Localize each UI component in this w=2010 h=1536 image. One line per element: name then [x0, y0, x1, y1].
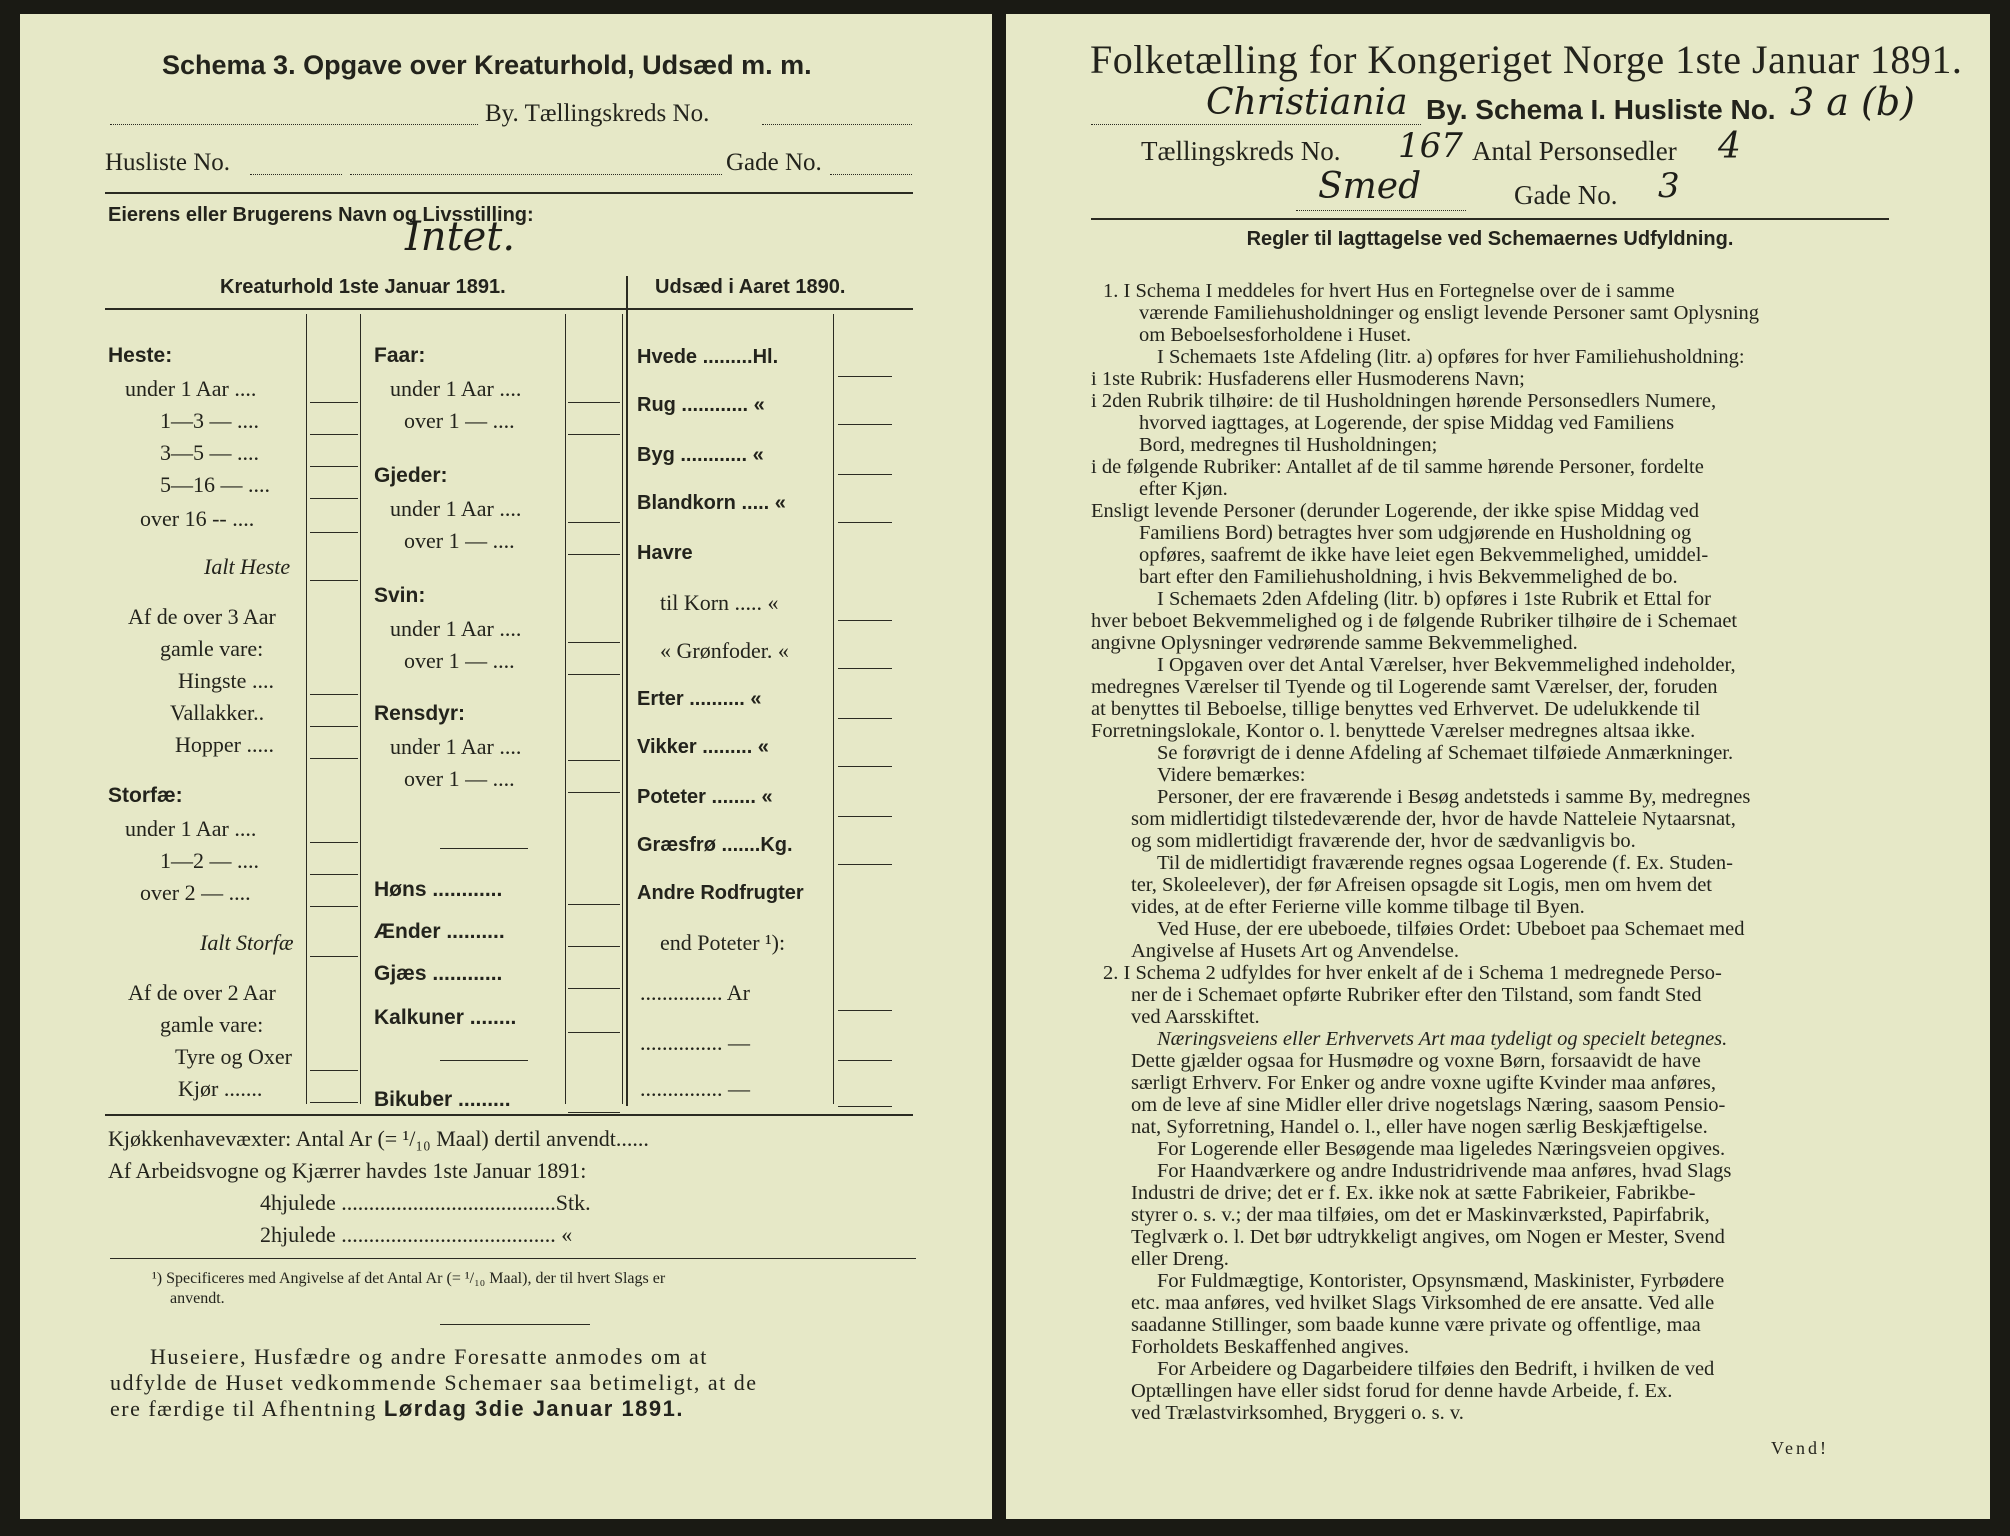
value-line — [568, 434, 620, 435]
owner-label: Eierens eller Brugerens Navn og Livsstilling: — [108, 204, 534, 226]
footnote-1: ¹) Specificeres med Angivelse af det Antal Ar (= ¹/₁₀ Maal), der til hvert Slags er — [152, 1270, 666, 1287]
rule-line: opføres, saafremt de ikke have leiet egen Bekvemmelighed, umiddel- — [1139, 544, 1709, 566]
schema3-title: Schema 3. Opgave over Kreaturhold, Udsæd m. m. — [162, 50, 812, 80]
ialt-storfae: Ialt Storfæ — [200, 930, 294, 955]
storfae-row-3: over 2 — .... — [140, 880, 251, 905]
rule-line: nat, Syforretning, Handel o. l., eller have nogen særlig Beskjæftigelse. — [1131, 1116, 1708, 1138]
rule-line: Ved Huse, der ere ubeboede, tilføies Ordet: Ubeboet paa Schemaet med — [1157, 918, 1745, 940]
main-divider — [626, 276, 628, 1106]
rule-line: styrer o. s. v.; der maa tilføies, om det er Maskinværksted, Papirfabrik, — [1131, 1204, 1710, 1226]
value-line — [568, 674, 620, 675]
value-line — [838, 376, 892, 377]
value-line — [838, 424, 892, 425]
value-line — [310, 580, 358, 581]
heste-head: Heste: — [108, 344, 173, 367]
svin-head: Svin: — [374, 584, 426, 607]
value-line — [568, 522, 620, 523]
rule-line: etc. maa anføres, ved hvilket Slags Virksomhed de ere ansatte. Ved alle — [1131, 1292, 1715, 1314]
rug: Rug ............ « — [637, 394, 765, 416]
husliste-dotted-line — [250, 174, 342, 175]
rule-line: vides, at de efter Ferierne ville komme tilbage til Byen. — [1131, 896, 1585, 918]
rule-line: som midlertidigt tilstedeværende der, hvor de havde Natteleie Nytaarsnat, — [1131, 808, 1736, 830]
faar-value-col-left — [565, 314, 566, 1104]
value-line — [310, 1070, 358, 1071]
rule-line: I Schemaets 2den Afdeling (litr. b) opføres i 1ste Rubrik et Ettal for — [1157, 588, 1711, 610]
tyre-oxer: Tyre og Oxer — [175, 1044, 292, 1069]
rule-line: Se forøvrigt de i denne Afdeling af Schemaet tilføiede Anmærkninger. — [1157, 742, 1734, 764]
value-line — [568, 988, 620, 989]
vend-note: Vend! — [1771, 1438, 1829, 1458]
storfae-head: Storfæ: — [108, 784, 183, 807]
rule-line: og som midlertidigt fraværende der, hvor de sædvanligvis bo. — [1131, 830, 1636, 852]
rule-line: ved Trælastvirksomhed, Bryggeri o. s. v. — [1131, 1402, 1464, 1424]
svin-row-2: over 1 — .... — [404, 648, 515, 673]
column-header-rule — [105, 308, 913, 310]
udsaed-blank-3: ............... — — [640, 1076, 750, 1101]
hopper: Hopper ..... — [175, 732, 274, 757]
rule-line: i de følgende Rubriker: Antallet af de til samme hørende Personer, fordelte — [1091, 456, 1704, 478]
heste-row-4: 5—16 — .... — [160, 472, 270, 497]
street-handwritten: Smed — [1318, 166, 1422, 207]
value-line — [310, 1102, 358, 1103]
havre-gronfoder: « Grønfoder. « — [660, 638, 789, 663]
rule-line: Til de midlertidigt fraværende regnes ogsaa Logerende (f. Ex. Studen- — [1157, 852, 1733, 874]
rule-line: at benyttes til Beboelse, tillige benyttes ved Erhvervet. De udelukkende til — [1091, 698, 1701, 720]
rule-line: ved Aarsskiftet. — [1131, 1006, 1260, 1028]
city-handwritten: Christiania — [1206, 82, 1408, 123]
value-line — [838, 766, 892, 767]
rule-line: værende Familiehusholdninger og ensligt levende Personer samt Oplysning — [1139, 302, 1760, 324]
value-line — [568, 946, 620, 947]
vallakker: Vallakker.. — [170, 700, 265, 725]
rensdyr-row-1: under 1 Aar .... — [390, 734, 522, 759]
gjeder-row-1: under 1 Aar .... — [390, 496, 522, 521]
schema1-line: By. Schema I. Husliste No. — [1426, 94, 1776, 125]
rule-line: Forholdets Beskaffenhed angives. — [1131, 1336, 1410, 1358]
storfae-sub2: gamle vare: — [160, 1012, 264, 1037]
value-line — [568, 1032, 620, 1033]
havre-korn: til Korn ..... « — [660, 590, 779, 615]
blandkorn: Blandkorn ..... « — [637, 492, 786, 514]
gade-handwritten: 3 — [1658, 166, 1680, 206]
rensdyr-row-2: over 1 — .... — [404, 766, 515, 791]
hvede: Hvede .........Hl. — [637, 346, 779, 368]
value-line — [310, 956, 358, 957]
value-line — [568, 760, 620, 761]
heste-row-2: 1—3 — .... — [160, 408, 259, 433]
right-page — [1006, 14, 1990, 1519]
right-header-rule — [1091, 218, 1889, 220]
ialt-heste: Ialt Heste — [204, 554, 291, 579]
value-line — [310, 466, 358, 467]
rule-line: Bord, medregnes til Husholdningen; — [1139, 434, 1438, 456]
rule-line: Angivelse af Husets Art og Anvendelse. — [1131, 940, 1459, 962]
gade-label: Gade No. — [726, 149, 822, 176]
header-rule — [105, 192, 913, 194]
rule-line: 2. I Schema 2 udfyldes for hver enkelt af de i Schema 1 medregnede Perso- — [1103, 962, 1722, 984]
rule-line: Industri de drive; det er f. Ex. ikke nok at sætte Fabrikeier, Fabrikbe- — [1131, 1182, 1696, 1204]
value-line — [838, 864, 892, 865]
rule-line: eller Dreng. — [1131, 1248, 1229, 1270]
faar-head: Faar: — [374, 344, 426, 367]
value-line — [838, 816, 892, 817]
closing-date: Lørdag 3die Januar 1891. — [383, 1396, 684, 1421]
street-dotted-line — [1296, 210, 1466, 211]
value-line — [838, 474, 892, 475]
gjeder-head: Gjeder: — [374, 464, 448, 487]
closing-line-1: Huseiere, Husfædre og andre Foresatte anmodes om at — [150, 1344, 708, 1369]
heste-value-col-right — [360, 314, 361, 1104]
value-line — [310, 842, 358, 843]
value-line — [568, 642, 620, 643]
left-page — [20, 14, 992, 1519]
by-line-label: By. Tællingskreds No. — [485, 100, 710, 127]
census-title: Folketælling for Kongeriget Norge 1ste Januar 1891. — [1090, 37, 1963, 82]
gjeder-row-2: over 1 — .... — [404, 528, 515, 553]
heste-row-1: under 1 Aar .... — [125, 376, 257, 401]
kreds-handwritten: 167 — [1398, 126, 1463, 166]
heste-row-5: over 16 -- .... — [140, 506, 255, 531]
rule-line: Teglværk o. l. Det bør udtrykkeligt angives, om Nogen er Mester, Svend — [1131, 1226, 1725, 1248]
rule-line: ner de i Schemaet opførte Rubriker efter den Tilstand, som fandt Sted — [1131, 984, 1702, 1006]
table-bottom-rule — [105, 1114, 913, 1116]
heste-sub2: gamle vare: — [160, 636, 264, 661]
svin-row-1: under 1 Aar .... — [390, 616, 522, 641]
kalkuner: Kalkuner ........ — [374, 1006, 517, 1029]
hingste: Hingste .... — [178, 668, 274, 693]
street-dotted-line — [350, 174, 722, 175]
rule-line: særligt Erhverv. For Enker og andre voxne ugifte Kvinder maa anføres, — [1131, 1072, 1717, 1094]
rensdyr-head: Rensdyr: — [374, 702, 466, 725]
rule-line: Næringsveiens eller Erhvervets Art maa tydeligt og specielt betegnes. — [1157, 1028, 1728, 1050]
value-line — [838, 668, 892, 669]
hjul4: 4hjulede .......................................Stk. — [260, 1190, 591, 1215]
end-poteter: end Poteter ¹): — [660, 930, 786, 955]
rule-line: ter, Skoleelever), der før Afreisen opsagde sit Logis, men om hvem det — [1131, 874, 1712, 896]
value-line — [310, 906, 358, 907]
rule-line: Optællingen have eller sidst forud for denne havde Arbeide, f. Ex. — [1131, 1380, 1673, 1402]
graesfro: Græsfrø .......Kg. — [637, 834, 793, 856]
rule-line: 1. I Schema I meddeles for hvert Hus en Fortegnelse over de i samme — [1103, 280, 1675, 302]
arbeidsvogne-head: Af Arbeidsvogne og Kjærrer havdes 1ste Januar 1891: — [108, 1158, 587, 1183]
value-line — [838, 522, 892, 523]
gade-label: Gade No. — [1514, 180, 1618, 210]
rule-line: efter Kjøn. — [1139, 478, 1228, 500]
rule-line: hvorved iagttages, at Logerende, der spise Middag ved Familiens — [1139, 412, 1675, 434]
heste-sub1: Af de over 3 Aar — [128, 604, 276, 629]
aender: Ænder .......... — [374, 920, 505, 943]
by-dotted-line — [110, 124, 478, 125]
rule-line: i 1ste Rubrik: Husfaderens eller Husmoderens Navn; — [1091, 368, 1525, 390]
poteter: Poteter ........ « — [637, 786, 773, 808]
rule-line: i 2den Rubrik tilhøire: de til Husholdningen hørende Personsedlers Numere, — [1091, 390, 1717, 412]
value-line — [310, 434, 358, 435]
value-line — [838, 718, 892, 719]
rules-body — [1091, 280, 1891, 1424]
storfae-sub1: Af de over 2 Aar — [128, 980, 276, 1005]
udsaed-blank-1: ............... Ar — [640, 980, 750, 1005]
value-line — [838, 620, 892, 621]
rule-line: om Beboelsesforholdene i Huset. — [1139, 324, 1412, 346]
gjaes: Gjæs ............ — [374, 962, 503, 985]
rule-line: Personer, der ere fraværende i Besøg andetsteds i samme By, medregnes — [1157, 786, 1751, 808]
erter: Erter .......... « — [637, 688, 762, 710]
husliste-handwritten: 3 a (b) — [1790, 80, 1915, 124]
value-line — [310, 874, 358, 875]
rule-line: I Schemaets 1ste Afdeling (litr. a) opføres for hver Familiehusholdning: — [1157, 346, 1745, 368]
value-line — [310, 498, 358, 499]
rule-line: For Fuldmægtige, Kontorister, Opsynsmænd, Maskinister, Fyrbødere — [1157, 1270, 1725, 1292]
kjor: Kjør ....... — [178, 1076, 263, 1101]
footnote-2: anvendt. — [170, 1290, 225, 1307]
vikker: Vikker ......... « — [637, 736, 769, 758]
rule-line: For Logerende eller Besøgende maa ligeledes Næringsveien opgives. — [1157, 1138, 1726, 1160]
rule-line: bart efter den Familiehusholdning, i hvis Bekvemmelighed de bo. — [1139, 566, 1678, 588]
value-line — [838, 1060, 892, 1061]
closing-line-2: udfylde de Huset vedkommende Schemaer saa betimeligt, at de — [110, 1370, 758, 1395]
udsaed-header: Udsæd i Aaret 1890. — [655, 276, 846, 298]
closing-line-3 — [110, 1396, 684, 1422]
value-line — [568, 904, 620, 905]
value-line — [310, 758, 358, 759]
antal-handwritten: 4 — [1718, 126, 1741, 167]
rules-title: Regler til Iagttagelse ved Schemaernes Udfyldning. — [1246, 228, 1734, 250]
rule-line: Dette gjælder ogsaa for Husmødre og voxne Børn, forsaavidt de have — [1131, 1050, 1701, 1072]
closing-line-3a: ere færdige til Afhentning — [110, 1396, 384, 1421]
value-line — [310, 402, 358, 403]
storfae-row-1: under 1 Aar .... — [125, 816, 257, 841]
hons: Høns ............ — [374, 878, 503, 901]
value-line — [568, 402, 620, 403]
rule-line: For Arbeidere og Dagarbeidere tilføies den Bedrift, i hvilken de ved — [1157, 1358, 1715, 1380]
kjokkenhave: Kjøkkenhavevæxter: Antal Ar (= ¹/₁₀ Maal) dertil anvendt...... — [108, 1126, 649, 1151]
value-line — [568, 792, 620, 793]
kreds-dotted-line — [762, 124, 912, 125]
value-line — [568, 554, 620, 555]
rule-line: om de leve af sine Midler eller drive nogetslags Næring, saasom Pensio- — [1131, 1094, 1726, 1116]
owner-handwritten: Intet. — [405, 214, 516, 260]
value-line — [310, 694, 358, 695]
rule-line: Familiens Bord) betragtes hver som udgjørende en Husholdning og — [1139, 522, 1692, 544]
rule-line: Forretningslokale, Kontor o. l. benyttede Værelser medregnes altsaa ikke. — [1091, 720, 1696, 742]
andre-rodfrugter: Andre Rodfrugter — [637, 882, 804, 904]
value-line — [310, 726, 358, 727]
rule-line: I Opgaven over det Antal Værelser, hver Bekvemmelighed indeholder, — [1157, 654, 1736, 676]
heste-value-col-left — [306, 314, 307, 1104]
faar-value-col-right — [622, 314, 623, 1104]
udsaed-blank-2: ............... — — [640, 1030, 750, 1055]
faar-row-1: under 1 Aar .... — [390, 376, 522, 401]
closing-separator — [440, 1324, 590, 1325]
kreaturhold-header: Kreaturhold 1ste Januar 1891. — [220, 276, 506, 298]
hjul2: 2hjulede ....................................... « — [260, 1222, 573, 1247]
rule-line: Videre bemærkes: — [1157, 764, 1306, 786]
footnote-rule — [110, 1258, 916, 1259]
group-separator — [440, 848, 528, 849]
havre: Havre — [637, 542, 693, 564]
byg: Byg ............ « — [637, 444, 764, 466]
value-line — [838, 1106, 892, 1107]
husliste-label: Husliste No. — [105, 149, 230, 176]
rule-line: Ensligt levende Personer (derunder Logerende, der ikke spise Middag ved — [1091, 500, 1699, 522]
rule-line: angivne Oplysninger vedrørende samme Bekvemmelighed. — [1091, 632, 1578, 654]
value-line — [310, 532, 358, 533]
udsaed-value-col — [833, 314, 834, 1104]
kreds-label: Tællingskreds No. — [1141, 136, 1341, 166]
antal-label: Antal Personsedler — [1472, 136, 1677, 166]
bikuber: Bikuber ......... — [374, 1088, 511, 1111]
gade-dotted-line — [830, 174, 912, 175]
rule-line: medregnes Værelser til Tyende og til Logerende samt Værelser, der, foruden — [1091, 676, 1718, 698]
rule-line: hver beboet Bekvemmelighed og i de følgende Rubriker tilhøire de i Schemaet — [1091, 610, 1738, 632]
rule-line: For Haandværkere og andre Industridrivende maa anføres, hvad Slags — [1157, 1160, 1732, 1182]
storfae-row-2: 1—2 — .... — [160, 848, 259, 873]
faar-row-2: over 1 — .... — [404, 408, 515, 433]
group-separator — [440, 1060, 528, 1061]
value-line — [568, 1112, 620, 1113]
rule-line: saadanne Stillinger, som baade kunne være private og offentlige, maa — [1131, 1314, 1701, 1336]
city-dotted-line — [1091, 124, 1421, 125]
value-line — [838, 1010, 892, 1011]
heste-row-3: 3—5 — .... — [160, 440, 259, 465]
